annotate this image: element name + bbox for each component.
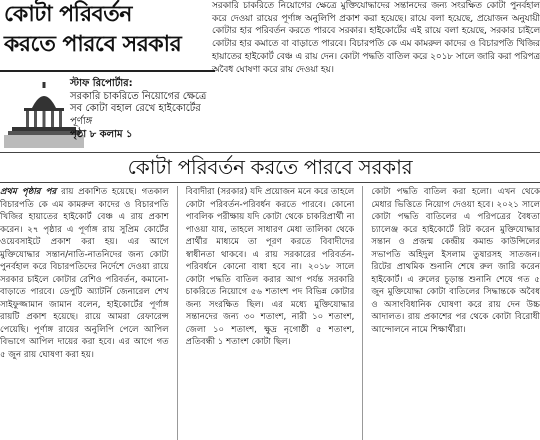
lead-label: প্রথম পৃষ্ঠার পর: [0, 187, 57, 197]
body-column-2: [186, 186, 355, 440]
body-text-2: বিবাদীরা (সরকার) যদি প্রয়োজন মনে করে তাহলে কোটা পরিবর্তন-পরিবর্ধন করতে পারবে। কোনো পাবলিক পরীক্ষায় যদি কোটা থেকে চাকরিপ্রার্থী না পাওয়া যায়, তাহলে সাধারণ মেধা তালিকা থেকে প্রার্থীর মাধ্যমে তা পূরণ করতে বিবাদীদের স্বাধীনতা থাকবে। এ রায় সরকারের পরিবর্তন-পরিবর্ধনে কোনো বাধা হবে না। ২০১৮ সালে কোটা পদ্ধতি বাতিল করার আগ পর্যন্ত সরকারি চাকরিতে নিয়োগে ৫৬ শতাংশ পদ বিভিন্ন কোটার জন্য সংরক্ষিত ছিল। এর মধ্যে মুক্তিযোদ্ধার সন্তানদের জন্য ৩০ শতাংশ, নারী ১০ শতাংশ, জেলা ১০ শতাংশ, ক্ষুদ্র নৃগোষ্ঠী ৫ শতাংশ, প্রতিবন্ধী ১ শতাংশ কোটা ছিল।: [185, 187, 355, 347]
subhead: কোটা পরিবর্তন করতে পারবে সরকার: [127, 155, 413, 179]
subhead-bottom-rule: [0, 182, 540, 183]
headline-line-1: কোটা পরিবর্তন: [4, 2, 132, 27]
article-body: [0, 186, 540, 440]
column-divider: [362, 186, 363, 440]
body-column-1: [0, 186, 169, 440]
body-text-1: রায় প্রকাশিত হয়েছে। গতকাল বিচারপতি কে এম কামরুল কাদের ও বিচারপতি খিজির হায়াতের হাইকোর্ট বেঞ্চ এ রায় প্রকাশ করেন। ২৭ পৃষ্ঠার এ পূর্ণাঙ্গ রায় সুপ্রিম কোর্টের ওয়েবসাইটে প্রকাশ করা হয়। এর আগে মুক্তিযোদ্ধার সন্তান/নাতি-নাতনিদের জন্য কোটা পুনর্বহাল করে বিচারপতিদের নির্দেশে দেওয়া রায়ে সরকার চাইলে কোটার রেশিও পরিবর্তন, কমানো-বাড়াতে পারবে। ডেপুটি অ্যাটর্নি জেনারেল শেখ সাইফুজ্জামান জামান বলেন, হাইকোর্টের পূর্ণাঙ্গ রায়টি প্রকাশ হয়েছে। রায়ে আমরা রেফারেন্স পেয়েছি। পূর্ণাঙ্গ রায়ের অনুলিপি পেলে আপিল বিভাগে আপিল দায়ের করা হবে। এর আগে গত ৫ জুন রায় ঘোষণা করা হয়।: [0, 187, 169, 360]
byline: [70, 78, 210, 142]
byline-label: স্টাফ রিপোর্টার:: [70, 78, 133, 89]
column-divider: [177, 186, 178, 440]
headline-line-2: করতে পারবে সরকার: [4, 32, 182, 57]
jump-reference: পৃষ্ঠা ৮ কলাম ১: [70, 129, 133, 140]
body-column-3: [371, 186, 540, 440]
article-header: [0, 0, 207, 155]
top-right-column: [212, 0, 540, 150]
body-text-3: কোটা পদ্ধতি বাতিল করা হলো। এখন থেকে মেধার ভিত্তিতে নিয়োগ দেওয়া হবে। ২০২১ সালে কোটা পদ্ধতি বাতিলের এ পরিপত্রের বৈধতা চ্যালেঞ্জ করে হাইকোর্টে রিট করেন মুক্তিযোদ্ধার সন্তান ও প্রজন্ম কেন্দ্রীয় কমান্ড কাউন্সিলের সভাপতি অহিদুল ইসলাম তুষারসহ সাতজন। রিটের প্রাথমিক শুনানি শেষে রুল জারি করেন হাইকোর্ট। এ রুলের চূড়ান্ত শুনানি শেষে গত ৫ জুন মুক্তিযোদ্ধা কোটা বাতিলের সিদ্ধান্তকে অবৈধ ও অসাংবিধানিক ঘোষণা করে রায় দেন উচ্চ আদালত। রায় প্রকাশের পর থেকে কোটা বিরোধী আন্দোলনে নামে শিক্ষার্থীরা।: [371, 187, 540, 335]
headline-rule: [0, 70, 215, 72]
headline: [4, 2, 204, 58]
top-right-text: সরকারি চাকরিতে নিয়োগের ক্ষেত্রে মুক্তিযোদ্ধাদের সন্তানদের জন্য সংরক্ষিত কোটা পুনর্বহাল করে দেওয়া রায়ের পূর্ণাঙ্গ অনুলিপি প্রকাশ করা হয়েছে। রায়ে বলা হয়েছে, প্রয়োজন অনুযায়ী কোটার হার পরিবর্তন করতে পারবে সরকার। হাইকোর্টের এই রায়ে বলা হয়েছে, সরকার চাইলে কোটার হার কমাতে বা বাড়াতে পারবে। বিচারপতি কে এম কামরুল কাদের ও বিচারপতি খিজির হায়াতের হাইকোর্ট বেঞ্চ এ রায় দেন। কোটা পদ্ধতি বাতিল করে ২০১৮ সালে জারি করা পরিপত্র অবৈধ ঘোষণা করে রায় দেওয়া হয়।: [212, 1, 540, 75]
byline-summary: সরকারি চাকরিতে নিয়োগের ক্ষেত্রে সব কোটা বহাল রেখে হাইকোর্টের পূর্ণাঙ্গ: [70, 90, 207, 127]
